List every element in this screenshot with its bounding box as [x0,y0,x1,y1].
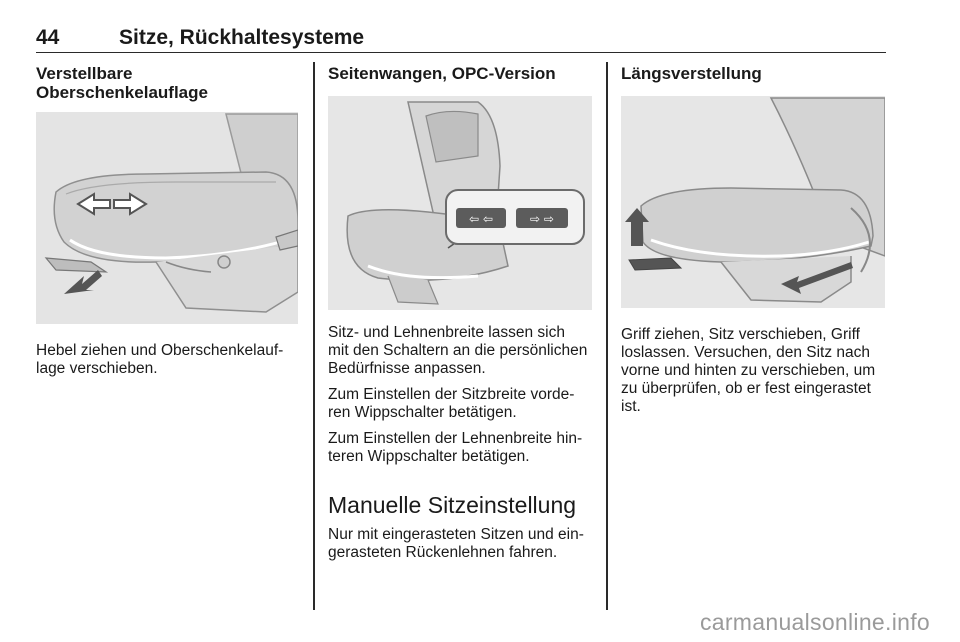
svg-text:⇦ ⇦: ⇦ ⇦ [469,212,493,226]
fore-aft-illustration [621,96,887,308]
text-line: Griff ziehen, Sitz verschieben, Griff [621,326,860,343]
text-line: Zum Einstellen der Sitzbreite vorde- [328,386,575,403]
text-line: Hebel ziehen und Oberschenkelauf- [36,342,284,359]
side-bolster-intro [328,324,592,378]
section-heading-fore-aft: Längsverstellung [621,64,762,83]
manual-adjustment-warning [328,526,592,562]
heading-line: Verstellbare [36,64,133,83]
fore-aft-instruction [621,326,887,416]
column-divider [313,62,315,610]
text-line: loslassen. Versuchen, den Sitz nach [621,344,871,361]
text-line: lage verschieben. [36,360,158,377]
column-side-bolsters [328,64,592,570]
text-line: vorne und hinten zu verschieben, um [621,362,876,379]
text-line: Nur mit eingerasteten Sitzen und ein- [328,526,584,543]
text-line: zu überprüfen, ob er fest eingerastet [621,380,871,397]
text-line: ren Wippschalter betätigen. [328,404,517,421]
thigh-support-instruction [36,342,298,378]
text-line: Sitz- und Lehnenbreite lassen sich [328,324,565,341]
chapter-title: Sitze, Rückhaltesysteme [119,26,365,49]
thigh-support-illustration [36,112,298,324]
text-line: mit den Schaltern an die persönlichen [328,342,588,359]
heading-line: Oberschenkelauflage [36,83,208,102]
opc-seat-image [328,96,592,310]
section-heading-manual-adjustment: Manuelle Sitzeinstellung [328,492,577,518]
side-bolster-illustration [328,96,592,310]
text-line: Zum Einstellen der Lehnenbreite hin- [328,430,583,447]
seat-width-instruction [328,386,592,422]
column-fore-aft [621,64,887,424]
section-heading-side-bolsters: Seitenwangen, OPC-Version [328,64,556,83]
thigh-support-image [36,112,298,324]
watermark: carmanualsonline.info [699,609,930,635]
column-thigh-support [36,64,298,386]
svg-text:⇨ ⇨: ⇨ ⇨ [530,212,554,226]
text-line: gerasteten Rückenlehnen fahren. [328,544,558,561]
column-divider [606,62,608,610]
text-line: ist. [621,398,641,415]
text-line: teren Wippschalter betätigen. [328,448,530,465]
page-number: 44 [36,26,60,49]
backrest-width-instruction [328,430,592,466]
text-line: Bedürfnisse anpassen. [328,360,486,377]
fore-aft-image [621,96,885,308]
section-heading-thigh-support [36,64,298,102]
page-header [36,22,886,53]
